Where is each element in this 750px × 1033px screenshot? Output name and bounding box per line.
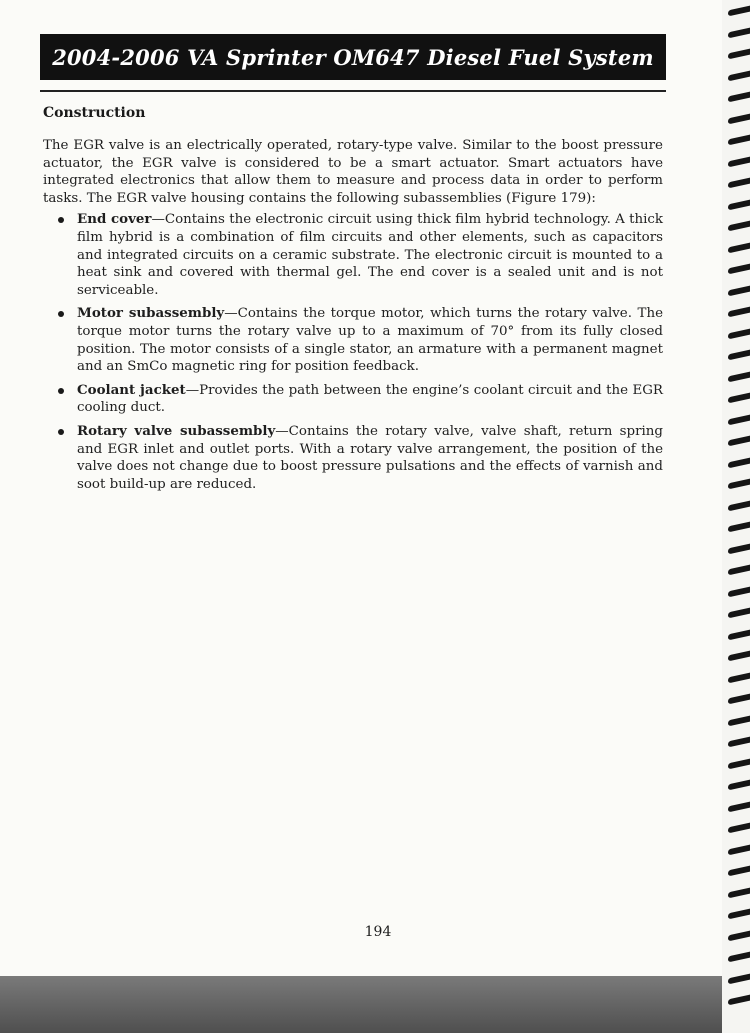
binding-ring (728, 543, 750, 554)
list-item (77, 423, 663, 493)
binding-ring (728, 780, 750, 791)
binding-ring (728, 457, 750, 468)
section-heading: Construction (43, 105, 146, 121)
page-number: 194 (364, 924, 392, 940)
list-item (77, 382, 663, 417)
bullet-icon (58, 429, 64, 435)
binding-ring (728, 135, 750, 146)
title-rule (40, 90, 666, 92)
binding-ring (728, 758, 750, 769)
list-item (77, 305, 663, 375)
item-text: —Contains the electronic circuit using thick film hybrid technology. A thick film hybrid is a combination of film circuits and other elements, such as capacitors and integrated circuits on a ceramic substrate. The electronic circuit is mounted to a heat sink and covered with thermal gel. The end cover is a sealed unit and is not serviceable. (77, 212, 663, 298)
title-banner (40, 34, 666, 80)
binding-ring (728, 178, 750, 189)
intro-paragraph: The EGR valve is an electrically operated, rotary-type valve. Similar to the boost pressure actuator, the EGR valve is considered to be a smart actuator. Smart actuators have integrated electronics that allow them to measure and process data in order to perform tasks. The EGR valve housing contains the following subassemblies (Figure 179): (43, 138, 663, 206)
binding-ring (728, 156, 750, 167)
binding-ring (728, 264, 750, 275)
binding-ring (728, 909, 750, 920)
item-text: —Provides the path between the engine’s coolant circuit and the EGR cooling duct. (77, 382, 663, 416)
page-edge-shadow (0, 976, 750, 1033)
binding-ring (728, 371, 750, 382)
binding-ring (728, 737, 750, 748)
bullet-icon (58, 311, 64, 317)
binding-ring (728, 113, 750, 124)
item-term: End cover (77, 211, 152, 228)
spiral-binding (722, 0, 750, 1033)
item-text: —Contains the rotary valve, valve shaft, return spring and EGR inlet and outlet ports. With a rotary valve arrangement, the position of the valve does not change due to boost pressure pulsations and the effects of varnish and soot build-up are reduced. (77, 423, 663, 492)
binding-ring (728, 436, 750, 447)
binding-ring (728, 823, 750, 834)
item-term: Coolant jacket (77, 381, 186, 398)
binding-ring (728, 844, 750, 855)
binding-ring (728, 350, 750, 361)
binding-ring (728, 866, 750, 877)
binding-ring (728, 715, 750, 726)
subassembly-list (43, 211, 663, 493)
binding-ring (728, 221, 750, 232)
binding-ring (728, 565, 750, 576)
binding-ring (728, 973, 750, 984)
binding-ring (728, 500, 750, 511)
body-text (43, 137, 663, 499)
binding-ring (728, 694, 750, 705)
binding-ring (728, 522, 750, 533)
binding-ring (728, 92, 750, 103)
binding-ring (728, 6, 750, 17)
binding-ring (728, 307, 750, 318)
binding-ring (728, 414, 750, 425)
binding-ring (728, 393, 750, 404)
binding-ring (728, 199, 750, 210)
binding-ring (728, 608, 750, 619)
binding-ring (728, 242, 750, 253)
binding-ring (728, 672, 750, 683)
item-term: Motor subassembly (77, 305, 225, 322)
binding-ring (728, 995, 750, 1006)
binding-ring (728, 952, 750, 963)
list-item (77, 211, 663, 299)
binding-ring (728, 49, 750, 60)
binding-ring (728, 27, 750, 38)
bullet-icon (58, 217, 64, 223)
binding-ring (728, 328, 750, 339)
binding-ring (728, 930, 750, 941)
binding-ring (728, 651, 750, 662)
bullet-icon (58, 388, 64, 394)
binding-ring (728, 586, 750, 597)
item-term: Rotary valve subassembly (77, 422, 276, 439)
item-text: —Contains the torque motor, which turns the rotary valve. The torque motor turns the rotary valve up to a maximum of 70° from its fully closed position. The motor consists of a single stator, an armature with a permanent magnet and an SmCo magnetic ring for position feedback. (77, 306, 663, 375)
binding-ring (728, 285, 750, 296)
binding-ring (728, 801, 750, 812)
binding-ring (728, 629, 750, 640)
page-title: 2004-2006 VA Sprinter OM647 Diesel Fuel System (52, 44, 654, 70)
binding-ring (728, 70, 750, 81)
binding-ring (728, 479, 750, 490)
binding-ring (728, 887, 750, 898)
